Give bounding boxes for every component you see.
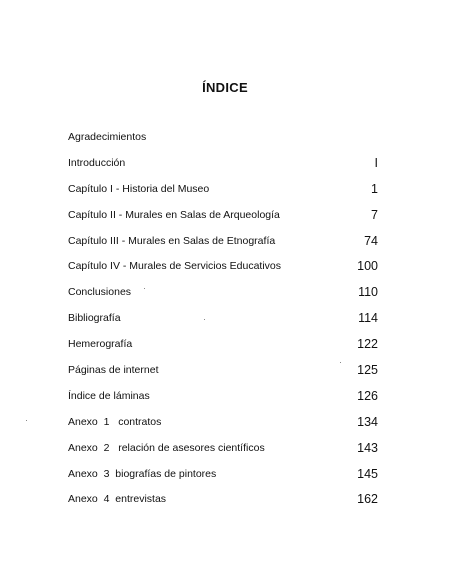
scan-speck: [26, 420, 27, 421]
toc-entry-bibliografia: [68, 305, 378, 331]
toc-entry-capitulo-2: [68, 202, 378, 228]
toc-entry-conclusiones: [68, 279, 378, 305]
toc-entry-page: 125: [357, 362, 378, 377]
toc-entry-anexo-3: [68, 461, 378, 487]
toc-entry-page: 1: [371, 181, 378, 196]
toc-entry-anexo-4: [68, 486, 378, 512]
toc-entry-label: Capítulo II - Murales en Salas de Arqueología: [68, 208, 280, 221]
toc-entry-page: 122: [357, 337, 378, 352]
toc-entry-label: Introducción: [68, 156, 126, 169]
toc-entry-page: 143: [357, 440, 378, 455]
toc-entry-label: Anexo 3 biografías de pintores: [68, 467, 217, 480]
toc-entry-label: Páginas de internet: [68, 363, 159, 376]
toc-entry-label: Capítulo III - Murales en Salas de Etnografía: [68, 234, 276, 247]
toc-entry-label: Capítulo I - Historia del Museo: [68, 182, 210, 195]
toc-entry-label: Índice de láminas: [68, 389, 150, 402]
toc-entry-label: Agradecimientos: [68, 130, 147, 143]
toc-entry-page: 100: [357, 259, 378, 274]
toc-entry-page: 110: [358, 285, 378, 300]
toc-entry-paginas-internet: [68, 357, 378, 383]
toc-entry-capitulo-3: [68, 228, 378, 254]
toc-entry-anexo-1: [68, 409, 378, 435]
toc-entry-page: 162: [357, 492, 378, 507]
scan-speck: [144, 288, 145, 289]
toc-entry-hemerografia: [68, 331, 378, 357]
toc-entry-capitulo-4: [68, 253, 378, 279]
toc-entry-label: Hemerografía: [68, 338, 133, 351]
toc-entry-page: 7: [371, 207, 378, 222]
toc-entry-page: 145: [357, 466, 378, 481]
toc-entry-anexo-2: [68, 435, 378, 461]
scan-speck: [340, 362, 341, 363]
toc-entry-introduccion: [68, 150, 378, 176]
toc-entry-page: 74: [364, 233, 378, 248]
toc-entry-agradecimientos: [68, 124, 378, 150]
toc-entry-page: 134: [357, 414, 378, 429]
toc-entry-label: Conclusiones: [68, 286, 132, 299]
toc-entry-page: I: [374, 155, 378, 170]
toc-entry-page: 114: [358, 311, 378, 326]
toc-entry-label: Capítulo IV - Murales de Servicios Educativos: [68, 260, 282, 273]
table-of-contents: [68, 124, 378, 512]
toc-entry-label: Bibliografía: [68, 312, 121, 325]
toc-entry-indice-laminas: [68, 383, 378, 409]
scan-speck: [204, 319, 205, 320]
toc-entry-label: Anexo 4 entrevistas: [68, 493, 167, 506]
toc-entry-label: Anexo 1 contratos: [68, 415, 162, 428]
toc-entry-page: 126: [357, 388, 378, 403]
toc-entry-capitulo-1: [68, 176, 378, 202]
index-title: ÍNDICE: [202, 80, 248, 95]
toc-entry-label: Anexo 2 relación de asesores científicos: [68, 441, 265, 454]
